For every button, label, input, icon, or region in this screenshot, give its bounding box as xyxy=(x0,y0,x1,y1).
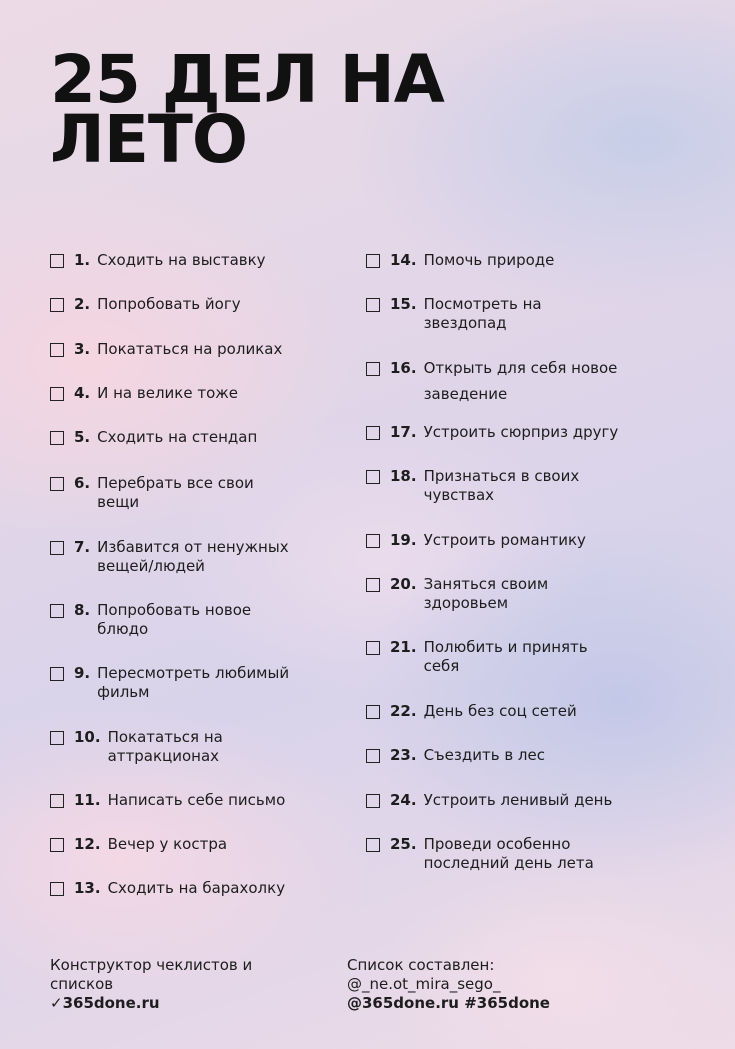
item-number: 20. xyxy=(390,575,417,593)
item-text: Покататься на аттракционах xyxy=(107,728,223,765)
item-number: 3. xyxy=(74,340,91,358)
footer-site-text[interactable]: 365done.ru xyxy=(62,994,160,1012)
checklist-item-24[interactable] xyxy=(366,791,666,810)
checkbox[interactable] xyxy=(366,838,380,852)
item-text: Съездить в лес xyxy=(423,746,545,764)
checkbox[interactable] xyxy=(366,470,380,484)
checklist-item-10[interactable] xyxy=(50,728,280,766)
checkbox[interactable] xyxy=(366,534,380,548)
item-text: Написать себе письмо xyxy=(107,791,286,809)
checkbox[interactable] xyxy=(50,254,64,268)
checklist-item-21[interactable] xyxy=(366,638,606,676)
item-text: Вечер у костра xyxy=(107,835,228,853)
checkbox[interactable] xyxy=(50,731,64,745)
checklist-item-12[interactable] xyxy=(50,835,320,854)
item-text: Избавится от ненужных вещей/людей xyxy=(97,538,289,575)
checklist-item-14[interactable] xyxy=(366,251,656,270)
item-number: 7. xyxy=(74,538,91,556)
checklist-item-5[interactable] xyxy=(50,428,320,447)
item-text: Пересмотреть любимый фильм xyxy=(97,664,290,701)
item-text: Сходить на выставку xyxy=(97,251,266,269)
checklist-item-23[interactable] xyxy=(366,746,666,765)
checkbox[interactable] xyxy=(366,362,380,376)
item-number: 4. xyxy=(74,384,91,402)
item-number: 19. xyxy=(390,531,417,549)
checkbox[interactable] xyxy=(50,431,64,445)
checkbox[interactable] xyxy=(366,578,380,592)
item-number: 25. xyxy=(390,835,417,853)
checkbox[interactable] xyxy=(50,604,64,618)
checklist-item-6[interactable] xyxy=(50,474,290,512)
item-text: Покататься на роликах xyxy=(97,340,283,358)
footer-author-handle[interactable]: @_ne.ot_mira_sego_ xyxy=(347,975,501,993)
checklist-item-18[interactable] xyxy=(366,467,606,505)
item-text: Посмотреть на звездопад xyxy=(423,295,542,332)
checkbox[interactable] xyxy=(50,477,64,491)
checklist-item-19[interactable] xyxy=(366,531,666,550)
item-number: 9. xyxy=(74,664,91,682)
item-text: Устроить сюрприз другу xyxy=(423,423,619,441)
item-text: Устроить ленивый день xyxy=(423,791,613,809)
footer-constructor-line-2: списков xyxy=(50,975,114,993)
checklist-item-3[interactable] xyxy=(50,340,320,359)
checklist-item-11[interactable] xyxy=(50,791,320,810)
item-text: Перебрать все свои вещи xyxy=(97,474,254,511)
item-number: 15. xyxy=(390,295,417,313)
checkbox[interactable] xyxy=(50,541,64,555)
item-text: Попробовать йогу xyxy=(97,295,241,313)
checkbox[interactable] xyxy=(366,641,380,655)
checkbox[interactable] xyxy=(50,838,64,852)
item-number: 23. xyxy=(390,746,417,764)
item-number: 22. xyxy=(390,702,417,720)
item-text: Сходить на барахолку xyxy=(107,879,286,897)
item-number: 5. xyxy=(74,428,91,446)
checklist-item-13[interactable] xyxy=(50,879,320,898)
item-text: Помочь природе xyxy=(423,251,555,269)
checkbox[interactable] xyxy=(366,426,380,440)
checkbox[interactable] xyxy=(366,298,380,312)
checkbox[interactable] xyxy=(366,254,380,268)
page-title xyxy=(50,41,444,178)
checklist-item-20[interactable] xyxy=(366,575,591,613)
footer-site-link[interactable] xyxy=(50,994,310,1013)
item-number: 13. xyxy=(74,879,101,897)
footer-author-label: Список составлен: xyxy=(347,956,495,974)
checkbox[interactable] xyxy=(50,298,64,312)
checklist-item-1[interactable] xyxy=(50,251,320,270)
item-text: День без соц сетей xyxy=(423,702,577,720)
footer-left xyxy=(50,956,310,1013)
item-text: И на велике тоже xyxy=(97,384,239,402)
checklist-item-9[interactable] xyxy=(50,664,320,702)
footer-tags[interactable]: @365done.ru #365done xyxy=(347,994,550,1012)
checkbox[interactable] xyxy=(50,387,64,401)
title-line-2: ЛЕТО xyxy=(50,101,248,178)
checklist-item-16[interactable] xyxy=(366,359,651,407)
item-number: 14. xyxy=(390,251,417,269)
item-text: Открыть для себя новое заведение xyxy=(423,359,618,403)
checklist-item-8[interactable] xyxy=(50,601,285,639)
item-number: 12. xyxy=(74,835,101,853)
footer-constructor-line-1: Конструктор чеклистов и xyxy=(50,956,253,974)
item-text: Заняться своим здоровьем xyxy=(423,575,549,612)
checklist-item-7[interactable] xyxy=(50,538,318,576)
checklist-item-2[interactable] xyxy=(50,295,320,314)
item-text: Проведи особенно последний день лета xyxy=(423,835,594,872)
item-text: Попробовать новое блюдо xyxy=(97,601,252,638)
item-number: 17. xyxy=(390,423,417,441)
item-number: 11. xyxy=(74,791,101,809)
item-text: Устроить романтику xyxy=(423,531,586,549)
item-number: 2. xyxy=(74,295,91,313)
checklist-item-25[interactable] xyxy=(366,835,626,873)
checkbox[interactable] xyxy=(366,705,380,719)
checklist-item-22[interactable] xyxy=(366,702,666,721)
checkbox[interactable] xyxy=(50,667,64,681)
footer-right xyxy=(347,956,647,1013)
item-number: 18. xyxy=(390,467,417,485)
checkbox[interactable] xyxy=(50,794,64,808)
checkbox[interactable] xyxy=(50,882,64,896)
item-number: 24. xyxy=(390,791,417,809)
item-number: 6. xyxy=(74,474,91,492)
item-number: 8. xyxy=(74,601,91,619)
item-number: 16. xyxy=(390,359,417,377)
checklist-item-15[interactable] xyxy=(366,295,586,333)
checklist-item-17[interactable] xyxy=(366,423,666,442)
title-line-1: 25 ДЕЛ НА xyxy=(50,41,444,118)
item-number: 21. xyxy=(390,638,417,656)
checklist-item-4[interactable] xyxy=(50,384,320,403)
checkbox[interactable] xyxy=(50,343,64,357)
item-text: Полюбить и принять себя xyxy=(423,638,588,675)
item-number: 10. xyxy=(74,728,101,746)
item-text: Сходить на стендап xyxy=(97,428,258,446)
checkbox[interactable] xyxy=(366,749,380,763)
item-number: 1. xyxy=(74,251,91,269)
check-mark-icon: ✓ xyxy=(50,994,63,1012)
checkbox[interactable] xyxy=(366,794,380,808)
item-text: Признаться в своих чувствах xyxy=(423,467,580,504)
